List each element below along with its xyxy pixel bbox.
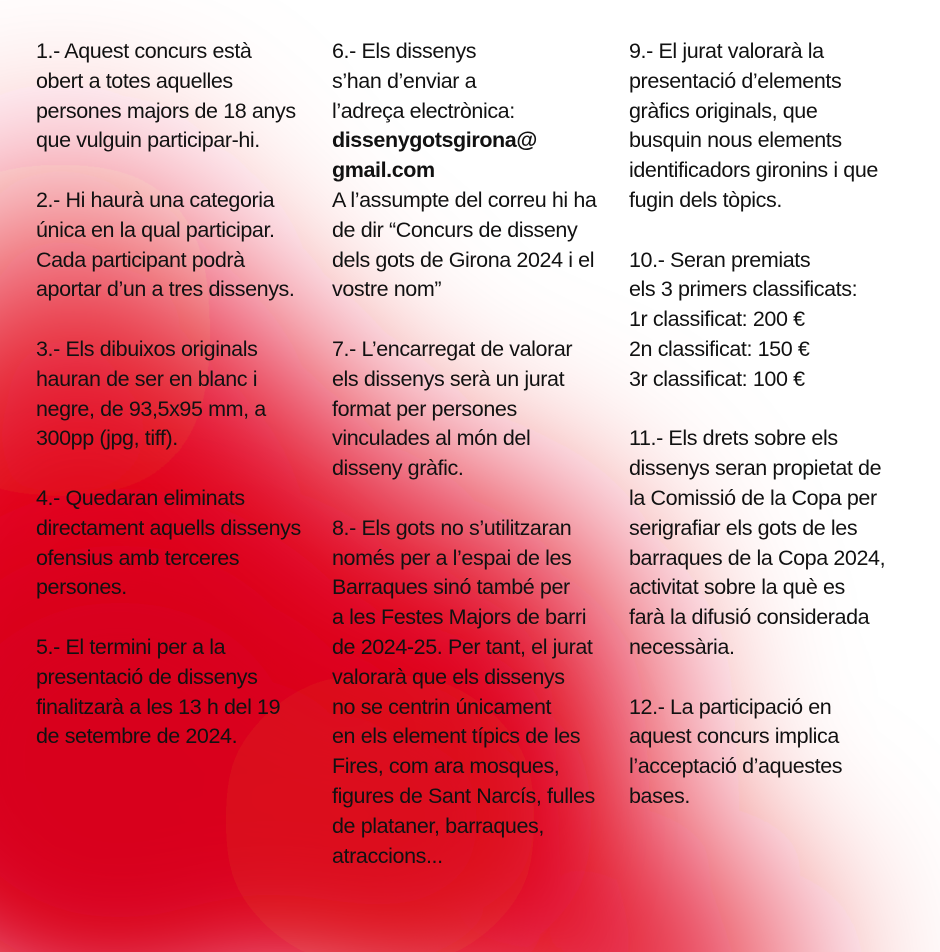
rule-line: A l’assumpte del correu hi ha (332, 187, 597, 212)
rule-line: l’acceptació d’aquestes (629, 754, 843, 779)
email-address-line: dissenygotsgirona@ (332, 128, 537, 153)
rule-line: 12.- La participació en (629, 694, 832, 719)
rule-line: obert a totes aquelles (36, 68, 233, 93)
rule-10 (629, 246, 929, 395)
rule-line: els 3 primers classificats: (629, 277, 858, 302)
rule-line: de dir “Concurs de disseny (332, 217, 578, 242)
rules-column-3 (629, 37, 929, 842)
rule-line: necessària. (629, 634, 735, 659)
rule-line: única en la qual participar. (36, 217, 275, 242)
rule-line: vinculades al món del (332, 426, 531, 451)
rules-column-1 (36, 37, 326, 782)
rule-line: la Comissió de la Copa per (629, 485, 877, 510)
rule-2 (36, 186, 326, 305)
rule-line: de plataner, barraques, (332, 813, 544, 838)
rule-4 (36, 484, 326, 603)
rule-6 (332, 37, 622, 305)
rule-line: ofensius amb terceres (36, 545, 240, 570)
rule-line: l’adreça electrònica: (332, 98, 515, 123)
rule-line: bases. (629, 783, 690, 808)
rule-line: s’han d’enviar a (332, 68, 477, 93)
rule-5 (36, 633, 326, 752)
rule-line: 5.- El termini per a la (36, 634, 226, 659)
rule-line: de 2024-25. Per tant, el jurat (332, 634, 593, 659)
rule-line: valorarà que els dissenys (332, 664, 565, 689)
rule-line: dissenys seran propietat de (629, 456, 882, 481)
rule-line: 2.- Hi haurà una categoria (36, 187, 275, 212)
rule-line: Cada participant podrà (36, 247, 245, 272)
email-address-line: gmail.com (332, 158, 435, 183)
rule-line: 300pp (jpg, tiff). (36, 426, 178, 451)
rule-line: en els element típics de les (332, 724, 581, 749)
rules-column-2 (332, 37, 622, 901)
rule-line: aportar d’un a tres dissenys. (36, 277, 295, 302)
rule-line: els dissenys serà un jurat (332, 366, 565, 391)
rule-line: que vulguin participar-hi. (36, 128, 260, 153)
rule-line: atraccions... (332, 843, 443, 868)
rule-line: serigrafiar els gots de les (629, 515, 858, 540)
rule-line: 10.- Seran premiats (629, 247, 811, 272)
rule-line: 3.- Els dibuixos originals (36, 336, 258, 361)
rule-line: Fires, com ara mosques, (332, 754, 560, 779)
rule-line: persones majors de 18 anys (36, 98, 296, 123)
rule-line: 6.- Els dissenys (332, 39, 477, 63)
rule-line: disseny gràfic. (332, 456, 464, 481)
rule-line: 8.- Els gots no s’utilitzaran (332, 515, 572, 540)
rule-line: identificadors gironins i que (629, 158, 878, 183)
rule-line: negre, de 93,5x95 mm, a (36, 396, 266, 421)
rule-9 (629, 37, 929, 216)
rule-line: figures de Sant Narcís, fulles (332, 783, 595, 808)
rule-line: 1r classificat: 200 € (629, 307, 805, 332)
rule-line: gràfics originals, que (629, 98, 818, 123)
rule-line: barraques de la Copa 2024, (629, 545, 886, 570)
rule-line: 11.- Els drets sobre els (629, 426, 838, 451)
rule-line: format per persones (332, 396, 517, 421)
rule-line: busquin nous elements (629, 128, 842, 153)
rule-line: hauran de ser en blanc i (36, 366, 258, 391)
rule-line: 2n classificat: 150 € (629, 336, 810, 361)
rule-line: farà la difusió considerada (629, 605, 870, 630)
rule-line: 7.- L’encarregat de valorar (332, 336, 573, 361)
rule-line: vostre nom” (332, 277, 442, 302)
rule-line: 3r classificat: 100 € (629, 366, 805, 391)
rule-12 (629, 693, 929, 812)
rule-line: fugin dels tòpics. (629, 187, 782, 212)
rule-line: directament aquells dissenys (36, 515, 301, 540)
rule-7 (332, 335, 622, 484)
rule-line: persones. (36, 575, 127, 600)
rule-line: 4.- Quedaran eliminats (36, 485, 245, 510)
rule-line: aquest concurs implica (629, 724, 839, 749)
rule-line: a les Festes Majors de barri (332, 605, 587, 630)
rule-line: Barraques sinó també per (332, 575, 570, 600)
rule-line: presentació de dissenys (36, 664, 258, 689)
rule-line: 1.- Aquest concurs està (36, 39, 252, 63)
rule-line: dels gots de Girona 2024 i el (332, 247, 595, 272)
rule-line: finalitzarà a les 13 h del 19 (36, 694, 281, 719)
rule-1 (36, 37, 326, 156)
rule-line: no se centrin únicament (332, 694, 552, 719)
rule-11 (629, 424, 929, 662)
rule-8 (332, 514, 622, 872)
rule-3 (36, 335, 326, 454)
rule-line: de setembre de 2024. (36, 724, 238, 749)
rule-line: 9.- El jurat valorarà la (629, 39, 824, 63)
rule-line: només per a l’espai de les (332, 545, 572, 570)
rule-line: activitat sobre la què es (629, 575, 845, 600)
rule-line: presentació d’elements (629, 68, 842, 93)
